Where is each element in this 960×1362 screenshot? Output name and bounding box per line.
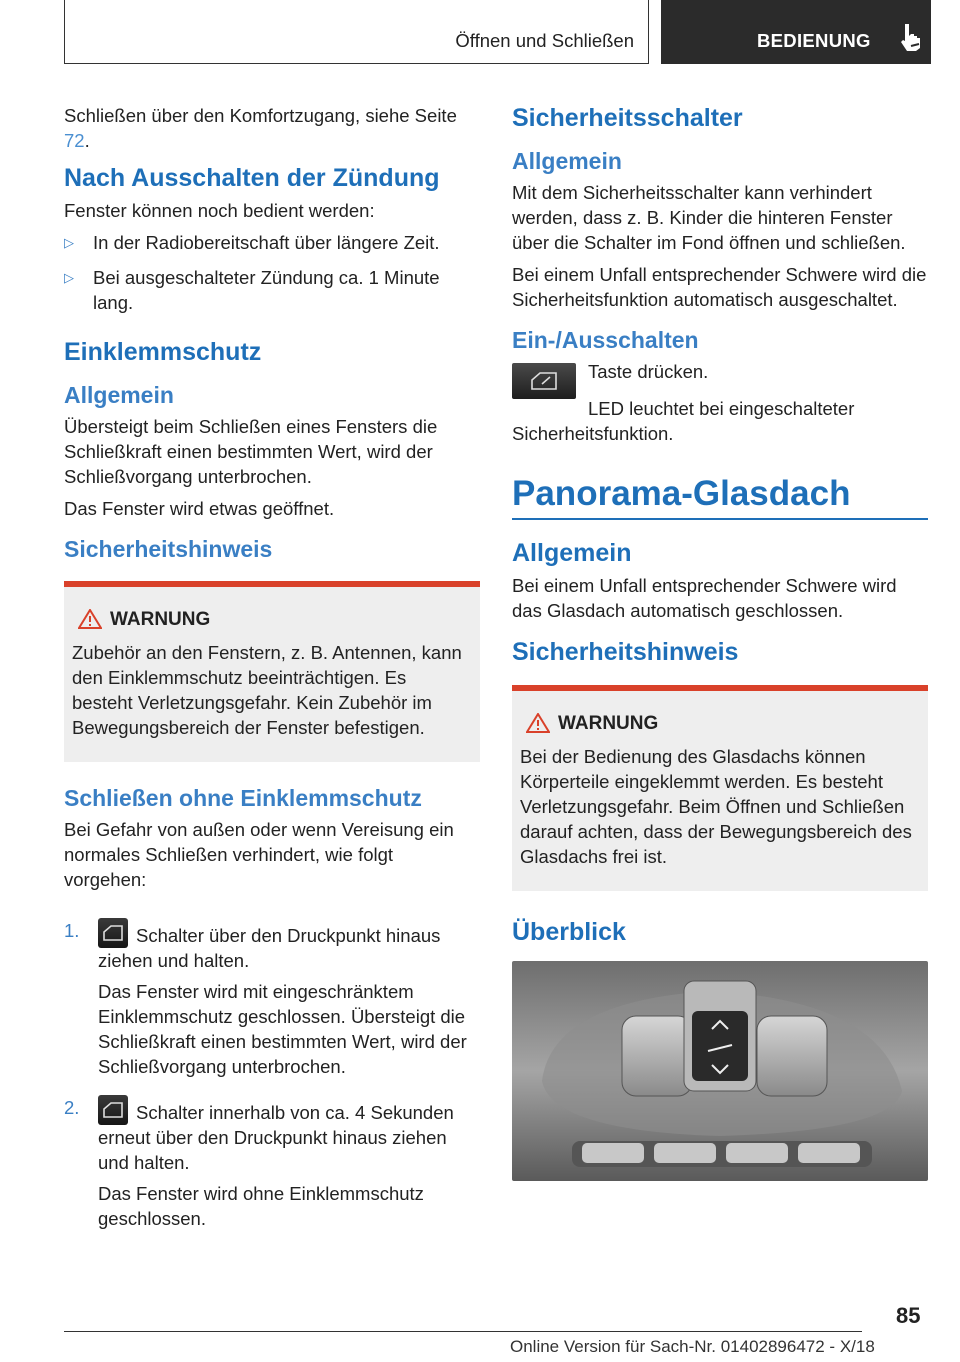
warning-title [72, 607, 472, 632]
step-item [64, 918, 480, 1079]
list-item [64, 230, 480, 255]
intro-end: . [84, 130, 90, 151]
step-subtext: Das Fenster wird mit eingeschränktem Einklemmschutz geschlossen. Übersteigt die Schließkraft einen bestimmten Wert, wird der Schließvorgang unterbrochen. [98, 981, 467, 1077]
heading-sicherheitshinweis-2: Sicherheitshinweis [512, 638, 739, 666]
warning-title [520, 711, 920, 736]
heading-sicherheitshinweis: Sicherheitshinweis [64, 536, 273, 562]
list-item-text: In der Radiobereitschaft über längere Zeit. [93, 232, 440, 253]
safety-key-row [512, 359, 928, 419]
list-item-text: Bei ausgeschalteter Zündung ca. 1 Minute lang. [93, 267, 440, 313]
allgemein-paragraph-1: Übersteigt beim Schließen eines Fensters die Schließkraft einen bestimmten Wert, wird der Schließvorgang unterbrochen. [64, 416, 438, 487]
heading-einklemmschutz: Einklemmschutz [64, 338, 262, 366]
step-text: Schalter über den Druckpunkt hinaus ziehen und halten. [98, 925, 441, 971]
step-number: 2. [64, 1097, 80, 1118]
heading-allgemein: Allgemein [64, 382, 174, 408]
glass-roof-controls-photo [512, 961, 928, 1181]
heading-panorama-glasdach: Panorama-Glasdach [512, 474, 928, 520]
left-column [64, 103, 480, 1241]
einaus-paragraph-1: Taste drücken. [588, 361, 709, 382]
warning-title-text: WARNUNG [558, 713, 659, 734]
panorama-paragraph: Bei einem Unfall entsprechender Schwere wird das Glasdach automatisch geschlossen. [512, 575, 897, 621]
warning-title-text: WARNUNG [110, 609, 211, 630]
zuendung-list [64, 230, 480, 315]
footer-online-version: Online Version für Sach-Nr. 01402896472 - X/18 [510, 1337, 875, 1356]
schalter-paragraph-2: Bei einem Unfall entsprechender Schwere wird die Sicherheitsfunktion automatisch ausgeschaltet. [512, 264, 927, 310]
list-item [64, 265, 480, 315]
heading-allgemein-2: Allgemein [512, 539, 632, 567]
hand-pointer-icon [897, 22, 923, 52]
intro-paragraph [64, 103, 480, 153]
heading-allgemein: Allgemein [512, 148, 622, 174]
einaus-paragraph-2: LED leuchtet bei eingeschalteter Sicherheitsfunktion. [512, 398, 855, 444]
header-chapter-label: BEDIENUNG [757, 30, 871, 51]
warning-text: Zubehör an den Fenstern, z. B. Antennen, kann den Einklemmschutz beeinträchtigen. Es besteht Verletzungsgefahr. Kein Zubehör im Bewegungsbereich der Fenster befestigen. [72, 642, 462, 738]
intro-text: Schließen über den Komfortzugang, siehe Seite [64, 105, 457, 126]
window-switch-icon [98, 1095, 128, 1125]
warning-triangle-icon [78, 609, 102, 629]
warning-text: Bei der Bedienung des Glasdachs können Körperteile eingeklemmt werden. Es besteht Verletzungsgefahr. Beim Öffnen und Schließen darauf achten, dass der Bewegungsbereich des Glasdachs frei ist. [520, 746, 912, 867]
steps-list [64, 918, 480, 1231]
triangle-bullet-icon: ▷ [64, 270, 74, 285]
allgemein-paragraph-2: Das Fenster wird etwas geöffnet. [64, 498, 335, 519]
heading-schliessen-ohne: Schließen ohne Einklemmschutz [64, 785, 422, 811]
ohne-text: Bei Gefahr von außen oder wenn Vereisung ein normales Schließen verhindert, wie folgt vorgehen: [64, 819, 454, 890]
heading-sicherheitsschalter: Sicherheitsschalter [512, 104, 743, 132]
step-number: 1. [64, 920, 80, 941]
warning-box [64, 581, 480, 762]
heading-ueberblick: Überblick [512, 918, 626, 946]
window-switch-icon [98, 918, 128, 948]
triangle-bullet-icon: ▷ [64, 235, 74, 250]
zuendung-text: Fenster können noch bedient werden: [64, 200, 375, 221]
warning-triangle-icon [526, 713, 550, 733]
right-column [512, 103, 928, 1181]
header-section-tab [64, 0, 649, 64]
schalter-paragraph-1: Mit dem Sicherheitsschalter kann verhindert werden, dass z. B. Kinder die hinteren Fenster über die Schalter im Fond öffnen und schließen. [512, 182, 906, 253]
step-subtext: Das Fenster wird ohne Einklemmschutz geschlossen. [98, 1183, 424, 1229]
heading-ein-ausschalten: Ein-/Ausschalten [512, 327, 699, 353]
page-link[interactable]: 72 [64, 130, 85, 151]
page-number: 85 [896, 1303, 921, 1328]
heading-zuendung: Nach Ausschalten der Zündung [64, 164, 440, 192]
footer-divider [64, 1331, 862, 1332]
header-section-title: Öffnen und Schließen [455, 30, 634, 51]
header-chapter-tab [661, 0, 931, 64]
step-item [64, 1095, 480, 1231]
warning-box [512, 685, 928, 891]
step-text: Schalter innerhalb von ca. 4 Sekunden erneut über den Druckpunkt hinaus ziehen und halten. [98, 1102, 454, 1173]
safety-switch-icon [512, 363, 576, 399]
